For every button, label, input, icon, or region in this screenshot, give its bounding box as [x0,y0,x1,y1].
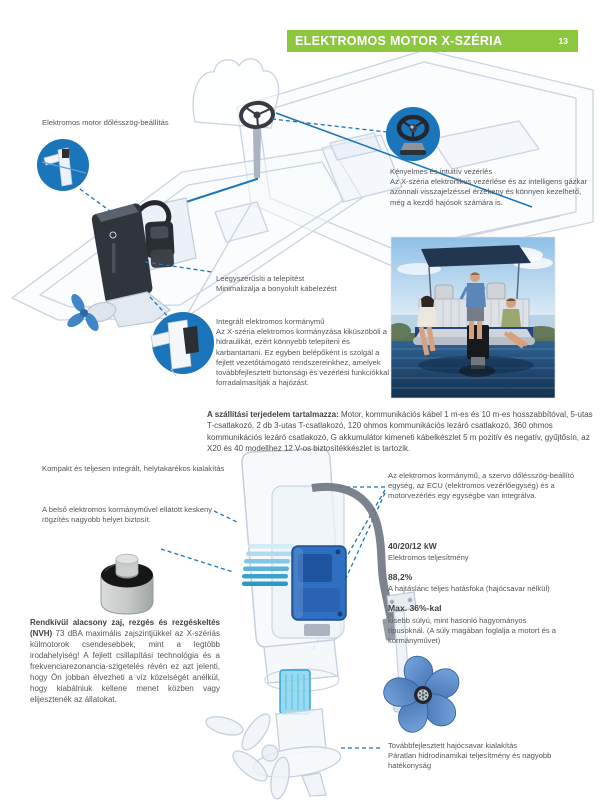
header-bar [287,30,578,52]
tilt-detail-circle [37,139,89,191]
spec-weight-label: kisebb súlyú, mint hasonló hagyományos típusoknál. (A súly magában foglalja a motort és a kormányművet) [388,615,557,645]
propeller-note [388,741,586,772]
nvh-note-lead: Rendkívül alacsony zaj, rezgés és rezgéskeltés (NVH) [30,618,220,638]
spec-weight-value: Max. 36%-kal [388,603,442,614]
motor-cutaway-drawing [204,449,416,800]
nvh-note-body: 73 dBA maximális zajszintjükkel az X-szériás külmotorok csendesebbek, mint a legtöbb irodahelyiség! A fejlett csillapítási technológia és a frekvenciarezonancia-szigetelés révén ez azt jelenti, hogy Ön jobban élvezheti a víz közelségét anélkül, hogy kiabálniuk kellene menet közben vagy elijesztenék az állatokat. [30,629,220,704]
page-number: 13 [558,36,568,46]
mount-detail-circle [151,312,214,376]
control-note-body: Az X-széria elektronikus vezérlése és az intelligens gázkar azonnali visszajelzéssel érzékeny és könnyen kezelhető, még a kezdő hajósok számára is. [390,177,588,207]
propeller-note-line2: Páratlan hidrodinamikai teljesítmény és nagyobb hatékonyság [388,751,552,771]
page-title: ELEKTROMOS MOTOR X-SZÉRIA [295,34,503,48]
install-note-line1: Leegyszerűsíti a telepítést [216,274,305,283]
epropulsion-branding [112,243,116,273]
steering-note [216,317,396,388]
specs-block [388,541,560,655]
install-note [216,274,411,294]
spec-efficiency-label: A hajtáslánc teljes hatásfoka (hajócsavar nélkül) [388,584,550,594]
delivery-note-body: Motor, kommunikációs kábel 1 m-es és 10 m-es hosszabbítóval, 5-utas T-csatlakozó, 2 db 3-utas T-csatlakozó, 120 ohmos kommunikációs lezáró csatlakozó, 360 ohmos kommunikációs lezáró csatlakozó, G akkumulátor kimeneti kábelkészlet 5 m pozitív és negatív, gyűjtősín, az X20 és 40 modellhez 12 V-os biztosítékkészlet is tartozik. [207,410,593,453]
tilt-note: Elektromos motor dőlésszög-beállítás [42,118,169,127]
nvh-note [30,617,220,705]
spec-power-value: 40/20/12 kW [388,541,437,551]
compact-note: Kompakt és teljesen integrált, helytakarékos kialakítás [42,464,225,473]
delivery-note [207,409,593,454]
narrow-mount-note: A belső elektromos kormányművel ellátott keskeny rögzítés nagyobb helyet biztosít. [42,505,213,525]
spec-efficiency-value: 88,2% [388,572,413,583]
rubber-mount-image [101,554,153,614]
steering-wheel-circle [386,107,440,161]
boat-photo [387,237,557,398]
steering-note-body: Az X-széria elektromos kormányzása kiküszöböli a hidraulikát, ezért könnyebb telepíteni és karbantartani. Ez egyben belépőként is szolgál a fejlett vezetőtámogató rendszereinkhez, amelyek továbbfejlesztett biztonsági és vezérlési funkciókkal forradalmasítják a hajózást. [216,327,390,388]
propeller-note-line1: Továbbfejlesztett hajócsavar kialakítás [388,741,518,750]
delivery-note-lead: A szállítási terjedelem tartalmazza: [207,410,339,419]
integrated-note: Az elektromos kormánymű, a szervo dőlésszög-beállító egység, az ECU (elektromos vezérlőegység) és a motorvezérlés egy egységbe van integrálva. [388,471,575,501]
cooling-highlight [280,670,310,714]
spec-power-label: Elektromos teljesítmény [388,553,469,563]
install-note-line2: Minimalizálja a bonyolult kábelezést [216,284,337,294]
steering-note-title: Integrált elektromos kormánymű [216,317,325,326]
control-note-title: Kényelmes és intuitív vezérlés [390,167,493,176]
propeller-image [380,656,463,737]
control-note [390,167,588,208]
